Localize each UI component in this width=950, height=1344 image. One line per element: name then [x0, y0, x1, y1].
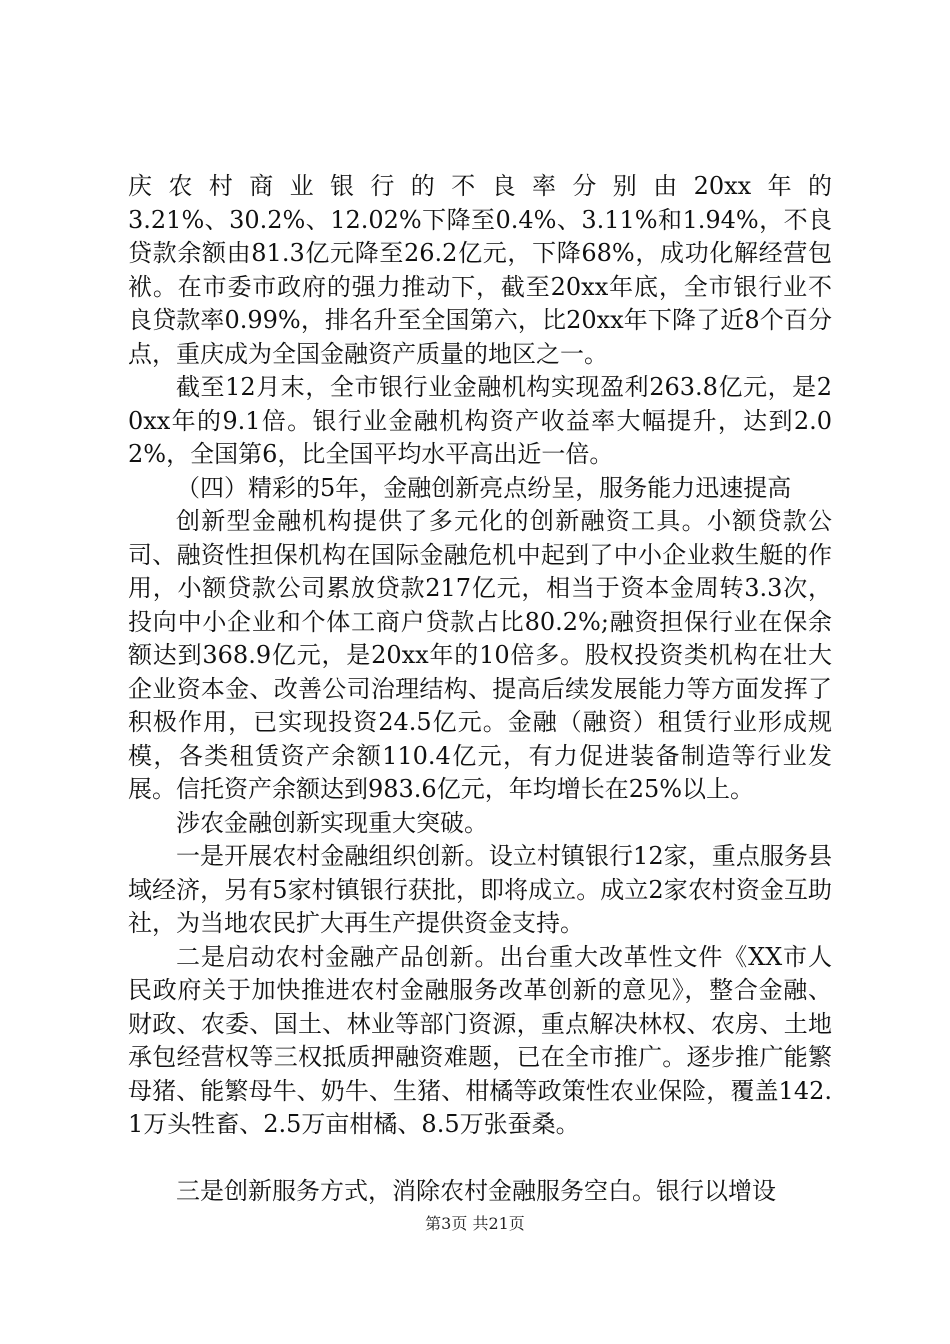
- page-footer: 第3页 共21页: [425, 1214, 525, 1233]
- document-body: [128, 170, 832, 1208]
- paragraph-rest: 3.21%、30.2%、12.02%下降至0.4%、3.11%和1.94%，不良贷款余额由81.3亿元降至26.2亿元，下降68%，成功化解经营包袱。在市委市政府的强力推动下，截至20xx年底，全市银行业不良贷款率0.99%，排名升至全国第六，比20xx年下降了近8个百分点，重庆成为全国金融资产质量的地区之一。: [128, 205, 832, 368]
- paragraph-first-line: 庆农村商业银行的不良率分别由20xx年的: [128, 172, 832, 200]
- section-heading-innovation: （四）精彩的5年，金融创新亮点纷呈，服务能力迅速提高: [176, 473, 792, 502]
- paragraph-product-innovation: 二是启动农村金融产品创新。出台重大改革性文件《XX市人民政府关于加快推进农村金融服务改革创新的意见》，整合金融、财政、农委、国土、林业等部门资源，重点解决林权、农房、土地承包经营权等三权抵质押融资难题，已在全市推广。逐步推广能繁母猪、能繁母牛、奶牛、生猪、柑橘等政策性农业保险，覆盖142.1万头牲畜、2.5万亩柑橘、8.5万张蚕桑。: [128, 942, 832, 1138]
- paragraph-organization-innovation: 一是开展农村金融组织创新。设立村镇银行12家，重点服务县域经济，另有5家村镇银行获批，即将成立。成立2家农村资金互助社，为当地农民扩大再生产提供资金支持。: [128, 842, 832, 937]
- paragraph-agri-breakthrough: 涉农金融创新实现重大突破。: [176, 808, 488, 837]
- paragraph-innovative-institutions: 创新型金融机构提供了多元化的创新融资工具。小额贷款公司、融资性担保机构在国际金融危机中起到了中小企业救生艇的作用，小额贷款公司累放贷款217亿元，相当于资本金周转3.3次，投向中小企业和个体工商户贷款占比80.2%;融资担保行业在保余额达到368.9亿元，是20xx年的10倍多。股权投资类机构在壮大企业资本金、改善公司治理结构、提高后续发展能力等方面发挥了积极作用，已实现投资24.5亿元。金融（融资）租赁行业形成规模，各类租赁资产余额110.4亿元，有力促进装备制造等行业发展。信托资产余额达到983.6亿元，年均增长在25%以上。: [128, 507, 832, 803]
- paragraph-service-innovation: 三是创新服务方式，消除农村金融服务空白。银行以增设: [176, 1176, 776, 1205]
- paragraph-profit: 截至12月末，全市银行业金融机构实现盈利263.8亿元，是20xx年的9.1倍。银行业金融机构资产收益率大幅提升，达到2.02%，全国第6，比全国平均水平高出近一倍。: [128, 373, 832, 468]
- paragraph-continued: [128, 170, 832, 371]
